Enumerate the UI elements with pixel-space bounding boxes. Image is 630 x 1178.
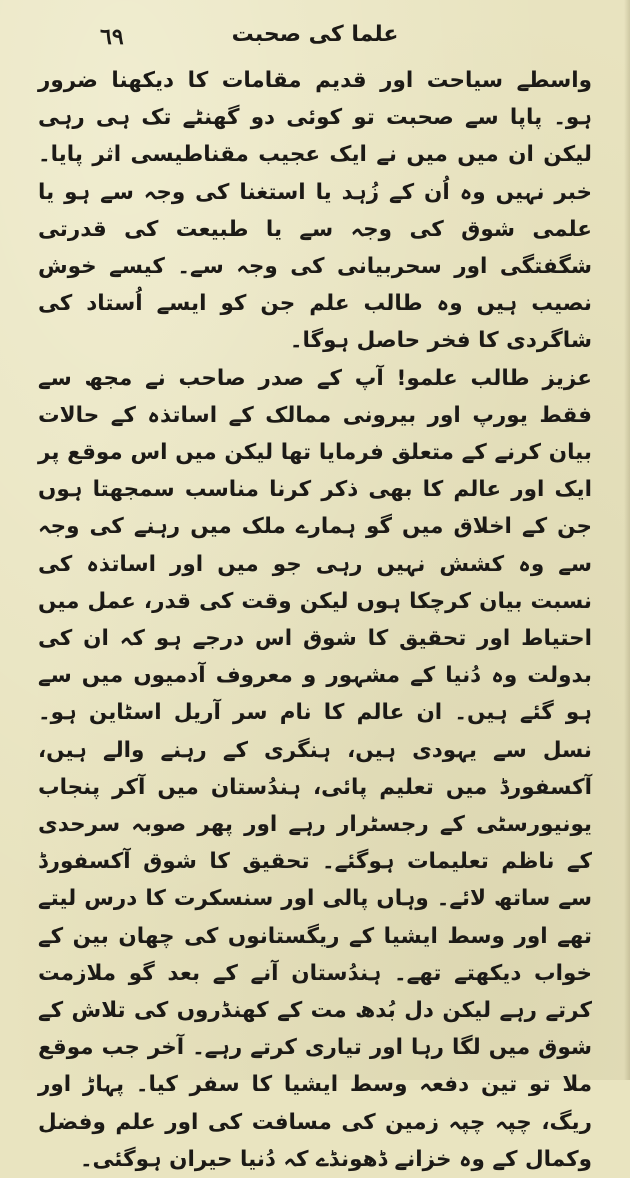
paragraph-1: واسطے سیاحت اور قدیم مقامات کا دیکھنا ضرور ہو۔ پاپا سے صحبت تو کوئی دو گھنٹے تک ہی رہی لیکن ان میں میں نے ایک عجیب مقناطیسی اثر پایا۔ خبر نہیں وہ اُن کے زُہد یا استغنا کی وجہ سے ہو یا علمی شوق کی وجہ سے یا طبیعت کی قدرتی شگفتگی اور سحربیانی کی وجہ سے۔ کیسے خوش نصیب ہیں وہ طالب علم جن کو ایسے اُستاد کی شاگردی کا فخر حاصل ہوگا۔	[38, 68, 592, 354]
paper-edge	[624, 0, 630, 1080]
paragraph-2: عزیز طالب علمو! آپ کے صدر صاحب نے مجھ سے فقط یورپ اور بیرونی ممالک کے اساتذہ کے حالات بیان کرنے کے متعلق فرمایا تھا لیکن میں اس موقع پر ایک اور عالم کا بھی ذکر کرنا مناسب سمجھتا ہوں جن کے اخلاق میں گو ہمارے ملک میں رہنے کی وجہ سے وہ کشش نہیں رہی جو میں اور اساتذہ کی نسبت بیان کرچکا ہوں لیکن وقت کی قدر، عمل میں احتیاط اور تحقیق کا شوق اس درجے ہو کہ ان کی بدولت وہ دُنیا کے مشہور و معروف آدمیوں میں سے ہو گئے ہیں۔ ان عالم کا نام سر آریل اسٹاین ہو۔ نسل سے یہودی ہیں، ہنگری کے رہنے والے ہیں، آکسفورڈ میں تعلیم پائی، ہندُستان میں آکر پنجاب یونیورسٹی کے رجسٹرار رہے اور پھر صوبہ سرحدی کے ناظم تعلیمات ہوگئے۔ تحقیق کا شوق آکسفورڈ سے ساتھ لائے۔ وہاں پالی اور سنسکرت کا درس لیتے تھے اور وسط ایشیا کے ریگستانوں کی چھان بین کے خواب دیکھتے تھے۔ ہندُستان آنے کے بعد گو ملازمت کرتے رہے لیکن دل بُدھ مت کے کھنڈروں کی تلاش کے شوق میں لگا رہا اور تیاری کرتے رہے۔ آخر جب موقع ملا تو تین دفعہ وسط ایشیا کا سفر کیا۔ پہاڑ اور ریگ، چپہ چپہ زمین کی مسافت کی اور علم وفضل وکمال کے وہ خزانے ڈھونڈے کہ دُنیا حیران ہوگئی۔	[38, 365, 592, 1172]
page-body	[30, 62, 600, 1178]
page-header	[30, 18, 600, 62]
page-number: ٦٩	[100, 24, 124, 50]
running-title: علما کی صحبت	[231, 22, 399, 47]
